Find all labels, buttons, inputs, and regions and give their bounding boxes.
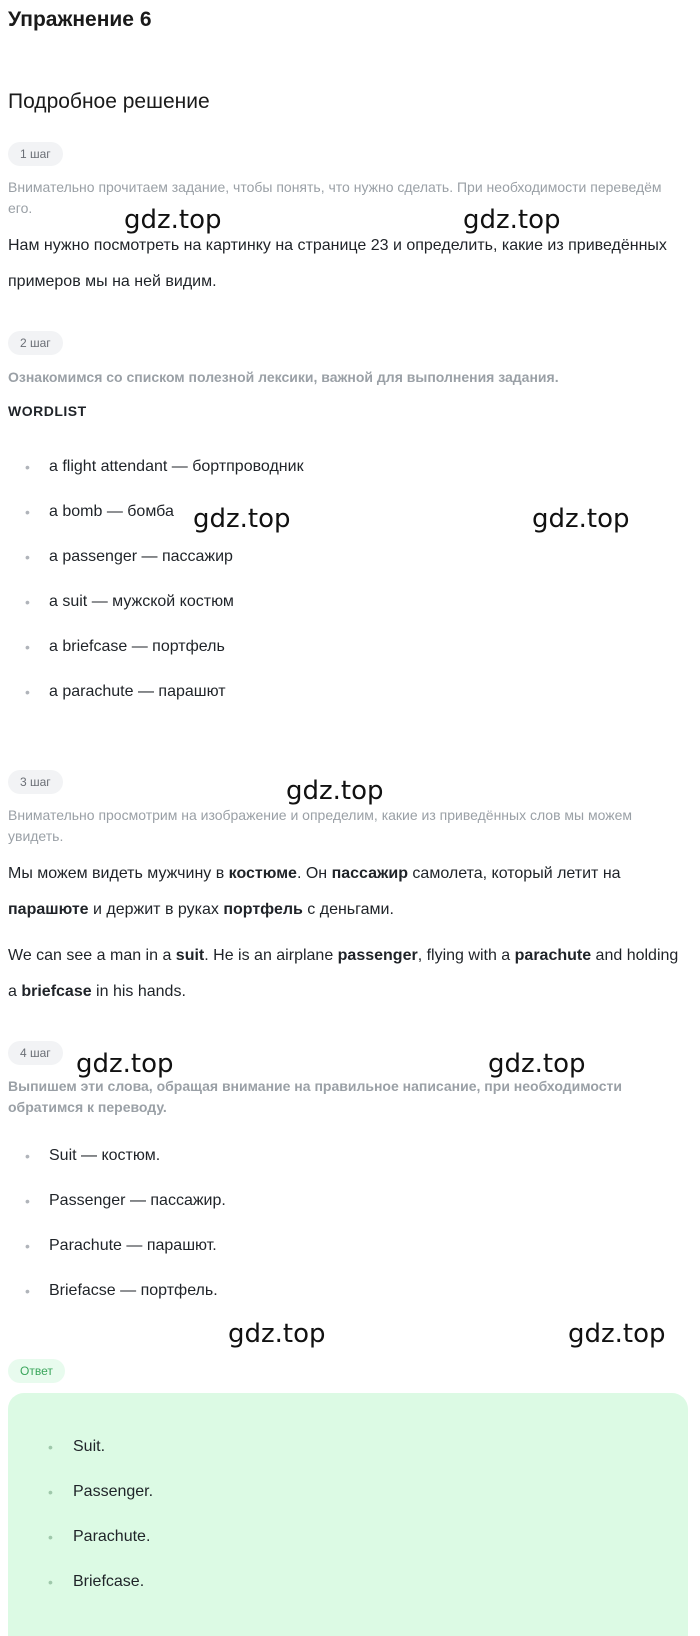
highlight-word: парашюте xyxy=(8,901,89,918)
list-item xyxy=(0,1279,226,1324)
list-item xyxy=(0,545,304,590)
section-title: Подробное решение xyxy=(8,90,210,113)
highlight-word: пассажир xyxy=(331,865,408,882)
watermark: gdz.top xyxy=(286,776,384,806)
text-run: in his hands. xyxy=(91,983,186,1000)
step-hint: Выпишем эти слова, обращая внимание на правильное написание, при необходимости обратимся к переводу. xyxy=(8,1078,622,1115)
step-hint: Внимательно просмотрим на изображение и определим, какие из приведённых слов мы можем увидеть. xyxy=(8,807,633,844)
watermark: gdz.top xyxy=(488,1049,586,1079)
highlight-word: parachute xyxy=(514,947,592,964)
list-item-text: Passenger — пассажир. xyxy=(49,1192,226,1209)
watermark: gdz.top xyxy=(568,1319,666,1349)
watermark: gdz.top xyxy=(193,504,291,534)
text-run: с деньгами. xyxy=(302,901,394,918)
highlight-word: костюме xyxy=(228,865,297,882)
list-item xyxy=(8,1525,153,1570)
bullet-icon: • xyxy=(48,1484,53,1500)
step-hint: Ознакомимся со списком полезной лексики, важной для выполнения задания. xyxy=(8,369,559,385)
highlight-word: briefcase xyxy=(21,983,92,1000)
step-badge: 1 шаг xyxy=(8,142,63,166)
watermark: gdz.top xyxy=(532,504,630,534)
list-item xyxy=(0,1234,226,1279)
bullet-icon: • xyxy=(25,504,30,520)
word-list xyxy=(0,1144,226,1324)
highlight-word: passenger xyxy=(337,947,418,964)
text-run: , flying with a xyxy=(417,947,515,964)
list-item-text: a passenger — пассажир xyxy=(49,548,233,565)
bullet-icon: • xyxy=(25,1238,30,1254)
bullet-icon: • xyxy=(25,1148,30,1164)
list-item xyxy=(0,680,304,725)
text-run: Мы можем видеть мужчину в xyxy=(8,865,229,882)
answer-box xyxy=(8,1393,688,1636)
bullet-icon: • xyxy=(48,1529,53,1545)
bullet-icon: • xyxy=(25,639,30,655)
list-item-text: Parachute — парашют. xyxy=(49,1237,217,1254)
list-item-text: Parachute. xyxy=(73,1528,151,1545)
answer-badge: Ответ xyxy=(8,1359,65,1383)
watermark: gdz.top xyxy=(124,205,222,235)
list-item xyxy=(0,1144,226,1189)
text-run: . He is an airplane xyxy=(204,947,338,964)
list-item xyxy=(8,1570,153,1615)
list-item-text: Suit. xyxy=(73,1438,106,1455)
text-run: и держит в руках xyxy=(88,901,224,918)
bullet-icon: • xyxy=(25,1283,30,1299)
list-item xyxy=(8,1480,153,1525)
watermark: gdz.top xyxy=(463,205,561,235)
list-item-text: Briefcase. xyxy=(73,1573,145,1590)
watermark: gdz.top xyxy=(76,1049,174,1079)
list-item-text: a parachute — парашют xyxy=(49,683,226,700)
bullet-icon: • xyxy=(25,1193,30,1209)
step-text-en xyxy=(8,938,688,1010)
list-item xyxy=(0,635,304,680)
answer-list xyxy=(8,1435,153,1615)
list-item-text: Suit — костюм. xyxy=(49,1147,161,1164)
bullet-icon: • xyxy=(25,684,30,700)
page-title: Упражнение 6 xyxy=(8,8,152,31)
watermark: gdz.top xyxy=(228,1319,326,1349)
bullet-icon: • xyxy=(48,1574,53,1590)
bullet-icon: • xyxy=(48,1439,53,1455)
text-run: and holding a xyxy=(8,947,679,1000)
step-text: Нам нужно посмотреть на картинку на странице 23 и определить, какие из приведённых примеров мы на ней видим. xyxy=(8,237,667,290)
list-item-text: Passenger. xyxy=(73,1483,154,1500)
wordlist xyxy=(0,455,304,725)
step-badge: 3 шаг xyxy=(8,770,63,794)
list-item-text: Briefacse — портфель. xyxy=(49,1282,218,1299)
list-item xyxy=(8,1435,153,1480)
step-badge: 2 шаг xyxy=(8,331,63,355)
bullet-icon: • xyxy=(25,549,30,565)
list-item xyxy=(0,455,304,500)
highlight-word: suit xyxy=(175,947,205,964)
list-item xyxy=(0,1189,226,1234)
text-run: самолета, который летит на xyxy=(407,865,621,882)
list-item-text: a briefcase — портфель xyxy=(49,638,225,655)
text-run: We can see a man in a xyxy=(8,947,176,964)
bullet-icon: • xyxy=(25,459,30,475)
list-item-text: a suit — мужской костюм xyxy=(49,593,234,610)
list-item-text: a flight attendant — бортпроводник xyxy=(49,458,304,475)
step-hint: Внимательно прочитаем задание, чтобы понять, что нужно сделать. При необходимости переведём его. xyxy=(8,179,662,216)
list-item xyxy=(0,590,304,635)
text-run: . Он xyxy=(296,865,332,882)
bullet-icon: • xyxy=(25,594,30,610)
step-text-ru xyxy=(8,856,688,928)
step-badge: 4 шаг xyxy=(8,1041,63,1065)
highlight-word: портфель xyxy=(223,901,303,918)
list-item-text: a bomb — бомба xyxy=(49,503,174,520)
wordlist-heading: WORDLIST xyxy=(8,403,87,419)
